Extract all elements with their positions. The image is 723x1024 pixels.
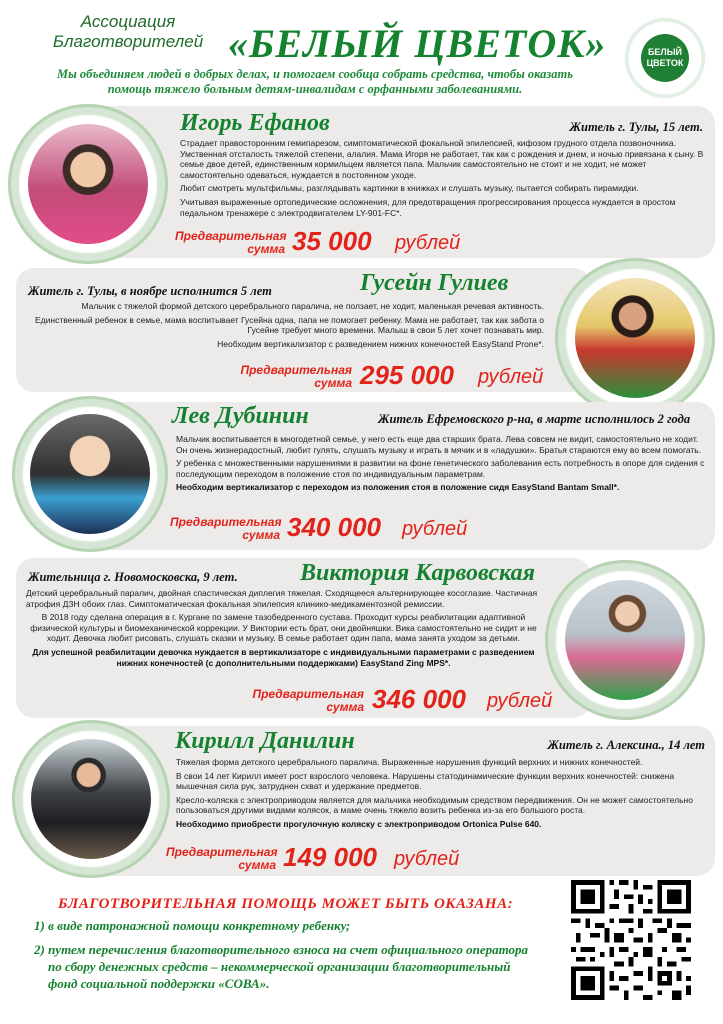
mission-statement xyxy=(30,67,600,97)
description-paragraph: Необходим вертикализатор с переходом из положения стоя в положение сидя EasyStand Bantam Small*. xyxy=(176,482,620,493)
mission-line-1: Мы объединяем людей в добрых делах, и помогаем сообща собрать средства, чтобы оказать xyxy=(57,67,573,81)
white-flower-logo xyxy=(621,14,709,102)
photo-boy-icon xyxy=(28,124,148,244)
description-paragraph: Страдает правосторонним гемипарезом, симптоматической фокальной эпилепсией, кифозом грудного отдела позвоночника. Умственная отсталость тяжелой степени, алалия. Мама Игоря не работает, так как с рождения и днем, и ночью привязана к сыну. В семье двое детей, единственным кормильцем является папа. Мальчик самостоятельно не стоит и не ходит, не может самостоятельно одеваться, нуждается в постоянном уходе. xyxy=(180,138,704,180)
help-option-2-line-2: по сбору денежных средств – некоммерческой организации благотворительный xyxy=(48,959,511,974)
description-paragraph: Единственный ребенок в семье, мама воспитывает Гусейна одна, папа не помогает ребенку. Мама не работает, так как забота о Гусейне требует много времени. Малыш в свои 5 лет хочет познавать мир. xyxy=(35,314,544,336)
description-paragraph: Мальчик воспитывается в многодетной семье, у него есть еще два старших брата. Лева совсем не видит, самостоятельно не ходит. Он очень жизнерадостный, любит гулять, слушать музыку и играть в мячик и в «ладушки». Братья стараются ему во всем помогать. xyxy=(176,434,702,455)
child-photo-guseyn xyxy=(555,258,715,418)
sum-label-line-2: сумма xyxy=(238,858,276,872)
photo-girl-icon xyxy=(565,580,685,700)
sum-amount: 35 000 xyxy=(292,226,372,256)
sum-currency: рублей xyxy=(395,232,461,254)
child-photo-igor xyxy=(8,104,168,264)
description-paragraph: Для успешной реабилитации девочка нуждается в вертикализаторе с индивидуальными параметрами с разведением нижних конечностей (с дополнительными поддержками) EasyStand Zing MPS*. xyxy=(32,646,535,668)
description-paragraph: Необходимо приобрести прогулочную коляску с электроприводом Ortonica Pulse 640. xyxy=(176,818,542,829)
child-name: Игорь Ефанов xyxy=(180,110,330,136)
child-description xyxy=(176,757,706,833)
child-photo-victoria xyxy=(545,560,705,720)
sum-label-line-1: Предварительная xyxy=(170,515,282,529)
sum-currency: рублей xyxy=(394,848,460,870)
page-title: «БЕЛЫЙ ЦВЕТОК» xyxy=(228,21,607,66)
sum-label xyxy=(170,516,280,542)
association-line-1: Ассоциация xyxy=(80,12,176,31)
sum-label-line-1: Предварительная xyxy=(175,229,287,243)
mission-line-2: помощь тяжело больным детям-инвалидам с орфанными заболеваниями. xyxy=(107,82,523,96)
child-name: Лев Дубинин xyxy=(172,403,309,429)
description-paragraph: Любит смотреть мультфильмы, разглядывать картинки в книжках и слушать музыку, пытается собирать пирамидки. xyxy=(180,183,639,194)
description-paragraph: Мальчик с тяжелой формой детского церебрального паралича, не ползает, не ходит, маленькая речевая активность. xyxy=(81,301,544,311)
child-description xyxy=(26,588,541,671)
child-residence: Житель Ефремовского р-на, в марте исполнилось 2 года xyxy=(378,412,691,426)
sum-label xyxy=(175,230,285,256)
sum-label-line-1: Предварительная xyxy=(240,363,352,377)
description-paragraph: Необходим вертикализатор с разведением нижних конечностей EasyStand Prone*. xyxy=(217,338,544,349)
child-name: Кирилл Данилин xyxy=(175,728,355,754)
sum-label xyxy=(166,846,276,872)
description-paragraph: Детский церебральный паралич, двойная спастическая диплегия тяжелая. Сходящееся альтернирующее косоглазие. Частичная атрофия ДЗН обоих глаз. Симптоматическая фокальная эпилепсия клинико-медикаментозной ремиссии. xyxy=(26,588,538,609)
child-residence: Жительница г. Новомосковска, 9 лет. xyxy=(28,570,238,584)
description-paragraph: Кресло-коляска с электроприводом является для мальчика необходимым средством передвижения. Он не может самостоятельно пользоваться другими видами колясок, а маме очень тяжело возить ребенка из-за его большого роста. xyxy=(176,794,693,816)
logo-badge xyxy=(641,34,689,82)
sum-currency: рублей xyxy=(402,518,468,540)
sum-amount: 346 000 xyxy=(372,684,466,714)
photo-boy-wheelchair-icon xyxy=(31,739,151,859)
description-paragraph: В 2018 году сделана операция в г. Кургане по замене тазобедренного сустава. Проходит курсы реабилитации адаптивной физической культуры и биомеханической коррекции. У Виктории есть брат, они двойняшки. Вика самостоятельно не сидит и не ходит. Девочка любит рисовать, слушать сказки и музыку. В семье работает один папа, мама занята уходом за детьми. xyxy=(30,612,537,644)
description-paragraph: В свои 14 лет Кирилл имеет рост взрослого человека. Нарушены статодинамические функции верхних конечностей: снижена мышечная сила рук, затруднен схват и удержание предметов. xyxy=(176,770,675,792)
photo-baby-icon xyxy=(30,414,150,534)
child-residence: Житель г. Тулы, 15 лет. xyxy=(569,120,703,134)
sum-label-line-1: Предварительная xyxy=(252,687,364,701)
child-residence: Житель г. Алексина., 14 лет xyxy=(547,738,705,752)
sum-label xyxy=(240,364,352,390)
help-heading: БЛАГОТВОРИТЕЛЬНАЯ ПОМОЩЬ МОЖЕТ БЫТЬ ОКАЗАНА: xyxy=(58,896,514,912)
association-label xyxy=(38,12,218,52)
sum-label-line-2: сумма xyxy=(314,376,352,390)
sum-amount: 340 000 xyxy=(287,512,381,542)
sum-label xyxy=(252,688,364,714)
logo-text-line-2: ЦВЕТОК xyxy=(646,58,684,68)
child-description xyxy=(24,301,544,352)
sum-amount: 149 000 xyxy=(283,842,377,872)
qr-code-icon[interactable] xyxy=(571,880,691,1000)
sum-currency: рублей xyxy=(478,366,544,388)
child-description xyxy=(176,434,706,496)
help-option-2-line-1: 2) путем перечисления благотворительного взноса на счет официального оператора xyxy=(34,942,529,957)
child-name: Гусейн Гулиев xyxy=(360,270,509,296)
description-paragraph: У ребенка с множественными нарушениями в развитии на фоне генетического заболевания есть потребность в опоре для сидения с последующим переходом в положение стоя по индивидуальным параметрам. xyxy=(176,458,705,479)
sum-amount: 295 000 xyxy=(360,360,454,390)
help-option-2-line-3: фонд социальной поддержки «СОВА». xyxy=(48,976,270,991)
help-option-2 xyxy=(34,941,554,992)
association-line-2: Благотворителей xyxy=(52,32,204,51)
description-paragraph: Учитывая выраженные ортопедические осложнения, для предотвращения прогрессирования процесса нуждается в простом педальном тренажере с электродвигателем LY-901-FC*. xyxy=(180,196,676,218)
child-description xyxy=(180,138,705,221)
description-paragraph: Тяжелая форма детского церебрального паралича. Выраженные нарушения функций верхних и нижних конечностей. xyxy=(176,757,643,767)
child-residence: Житель г. Тулы, в ноябре исполнится 5 лет xyxy=(28,284,272,298)
sum-label-line-1: Предварительная xyxy=(166,845,278,859)
help-option-1: 1) в виде патронажной помощи конкретному ребенку; xyxy=(34,918,351,933)
sum-currency: рублей xyxy=(487,690,553,712)
child-photo-kirill xyxy=(12,720,170,878)
sum-label-line-2: сумма xyxy=(326,700,364,714)
sum-label-line-2: сумма xyxy=(247,242,285,256)
sum-label-line-2: сумма xyxy=(242,528,280,542)
logo-text-line-1: БЕЛЫЙ xyxy=(647,47,683,57)
child-photo-lev xyxy=(12,396,168,552)
child-name: Виктория Карвовская xyxy=(300,560,535,586)
photo-boy-icon xyxy=(575,278,695,398)
